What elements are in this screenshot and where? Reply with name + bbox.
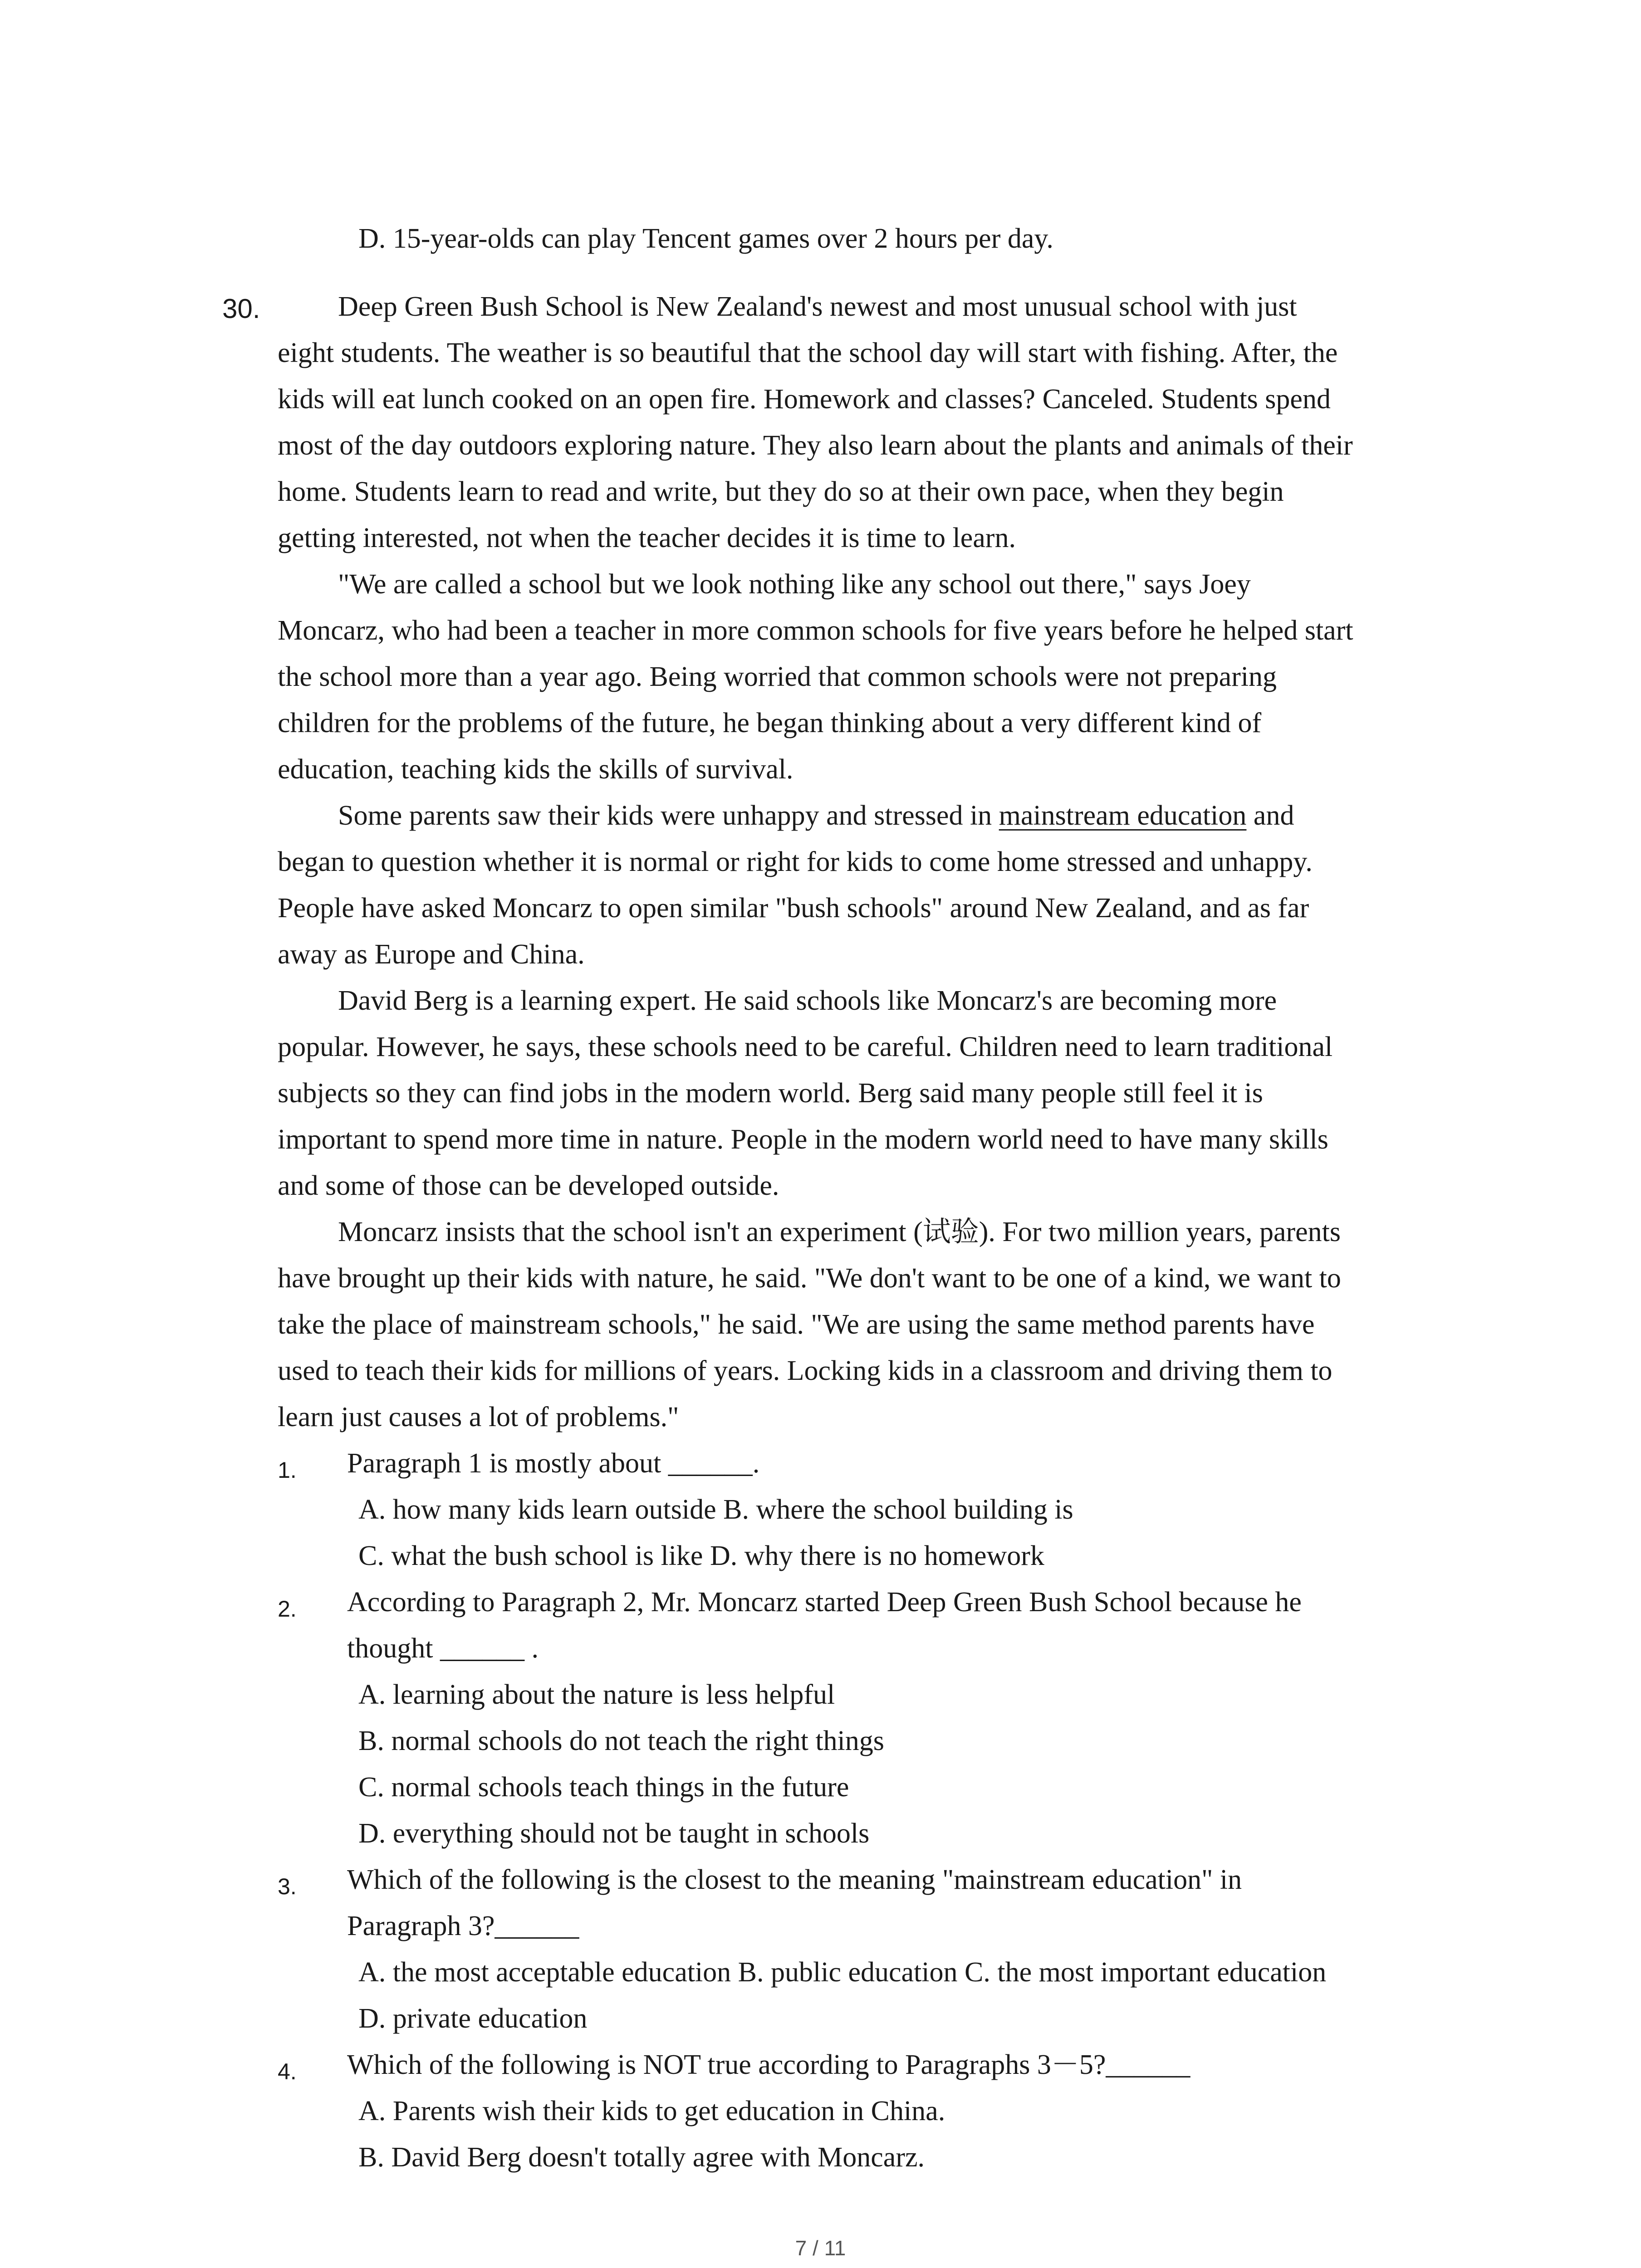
passage-line: People have asked Moncarz to open similar "bush schools" around New Zealand, and as far xyxy=(278,893,1309,924)
passage-line: kids will eat lunch cooked on an open fire. Homework and classes? Canceled. Students spend xyxy=(278,384,1331,415)
underlined-term: mainstream education xyxy=(999,800,1247,831)
passage-line: "We are called a school but we look nothing like any school out there," says Joey xyxy=(338,569,1251,600)
passage-line: eight students. The weather is so beautiful that the school day will start with fishing. After, the xyxy=(278,337,1338,368)
question-stem: Paragraph 1 is mostly about ______. xyxy=(347,1448,760,1479)
passage-line: Moncarz insists that the school isn't an experiment (试验). For two million years, parents xyxy=(338,1217,1341,1247)
passage-line: take the place of mainstream schools," he said. "We are using the same method parents have xyxy=(278,1309,1315,1340)
passage-line: Moncarz, who had been a teacher in more common schools for five years before he helped start xyxy=(278,615,1353,646)
question-number: 30. xyxy=(222,293,260,324)
passage-line xyxy=(338,792,1294,839)
sub-question-number: 4. xyxy=(278,2059,297,2084)
passage-line: David Berg is a learning expert. He said schools like Moncarz's are becoming more xyxy=(338,985,1277,1016)
passage-line: education, teaching kids the skills of survival. xyxy=(278,754,794,785)
passage-text: and xyxy=(1246,800,1294,831)
answer-option: A. Parents wish their kids to get education in China. xyxy=(358,2096,945,2126)
passage-line: important to spend more time in nature. People in the modern world need to have many skills xyxy=(278,1124,1328,1155)
passage-text: Some parents saw their kids were unhappy and stressed in xyxy=(338,800,999,831)
sub-question-number: 3. xyxy=(278,1874,297,1899)
passage-line: Deep Green Bush School is New Zealand's newest and most unusual school with just xyxy=(338,291,1297,322)
passage-line: subjects so they can find jobs in the modern world. Berg said many people still feel it is xyxy=(278,1078,1263,1109)
question-stem: According to Paragraph 2, Mr. Moncarz started Deep Green Bush School because he xyxy=(347,1587,1302,1618)
answer-option: B. David Berg doesn't totally agree with Moncarz. xyxy=(358,2142,925,2173)
answer-option: D. everything should not be taught in schools xyxy=(358,1818,870,1849)
previous-option-d: D. 15-year-olds can play Tencent games over 2 hours per day. xyxy=(358,223,1053,254)
answer-option: D. private education xyxy=(358,2003,588,2034)
answer-option: C. normal schools teach things in the future xyxy=(358,1772,849,1803)
answer-options: A. how many kids learn outside B. where the school building is xyxy=(358,1494,1073,1525)
question-stem: thought ______ . xyxy=(347,1633,539,1664)
passage-line: and some of those can be developed outside. xyxy=(278,1170,779,1201)
sub-question-number: 1. xyxy=(278,1457,297,1483)
question-stem: Paragraph 3?______ xyxy=(347,1911,579,1941)
passage-line: away as Europe and China. xyxy=(278,939,585,970)
answer-option: A. learning about the nature is less helpful xyxy=(358,1679,835,1710)
passage-line: have brought up their kids with nature, he said. "We don't want to be one of a kind, we want to xyxy=(278,1263,1341,1294)
question-stem: Which of the following is the closest to the meaning "mainstream education" in xyxy=(347,1864,1242,1895)
passage-line: most of the day outdoors exploring nature. They also learn about the plants and animals of their xyxy=(278,430,1353,461)
passage-line: the school more than a year ago. Being worried that common schools were not preparing xyxy=(278,661,1277,692)
passage-line: popular. However, he says, these schools need to be careful. Children need to learn traditional xyxy=(278,1031,1333,1062)
passage-line: learn just causes a lot of problems." xyxy=(278,1402,679,1432)
passage-line: getting interested, not when the teacher decides it is time to learn. xyxy=(278,523,1016,553)
question-stem: Which of the following is NOT true according to Paragraphs 3－5?______ xyxy=(347,2049,1190,2080)
answer-options: C. what the bush school is like D. why there is no homework xyxy=(358,1540,1044,1571)
page-indicator: 7 / 11 xyxy=(795,2236,846,2260)
sub-question-number: 2. xyxy=(278,1596,297,1622)
answer-option: B. normal schools do not teach the right things xyxy=(358,1725,884,1756)
passage-line: children for the problems of the future, he began thinking about a very different kind of xyxy=(278,708,1262,738)
passage-line: began to question whether it is normal or right for kids to come home stressed and unhappy. xyxy=(278,846,1313,877)
passage-line: used to teach their kids for millions of years. Locking kids in a classroom and driving them to xyxy=(278,1355,1332,1386)
passage-line: home. Students learn to read and write, but they do so at their own pace, when they begin xyxy=(278,476,1284,507)
answer-options: A. the most acceptable education B. public education C. the most important education xyxy=(358,1957,1327,1988)
